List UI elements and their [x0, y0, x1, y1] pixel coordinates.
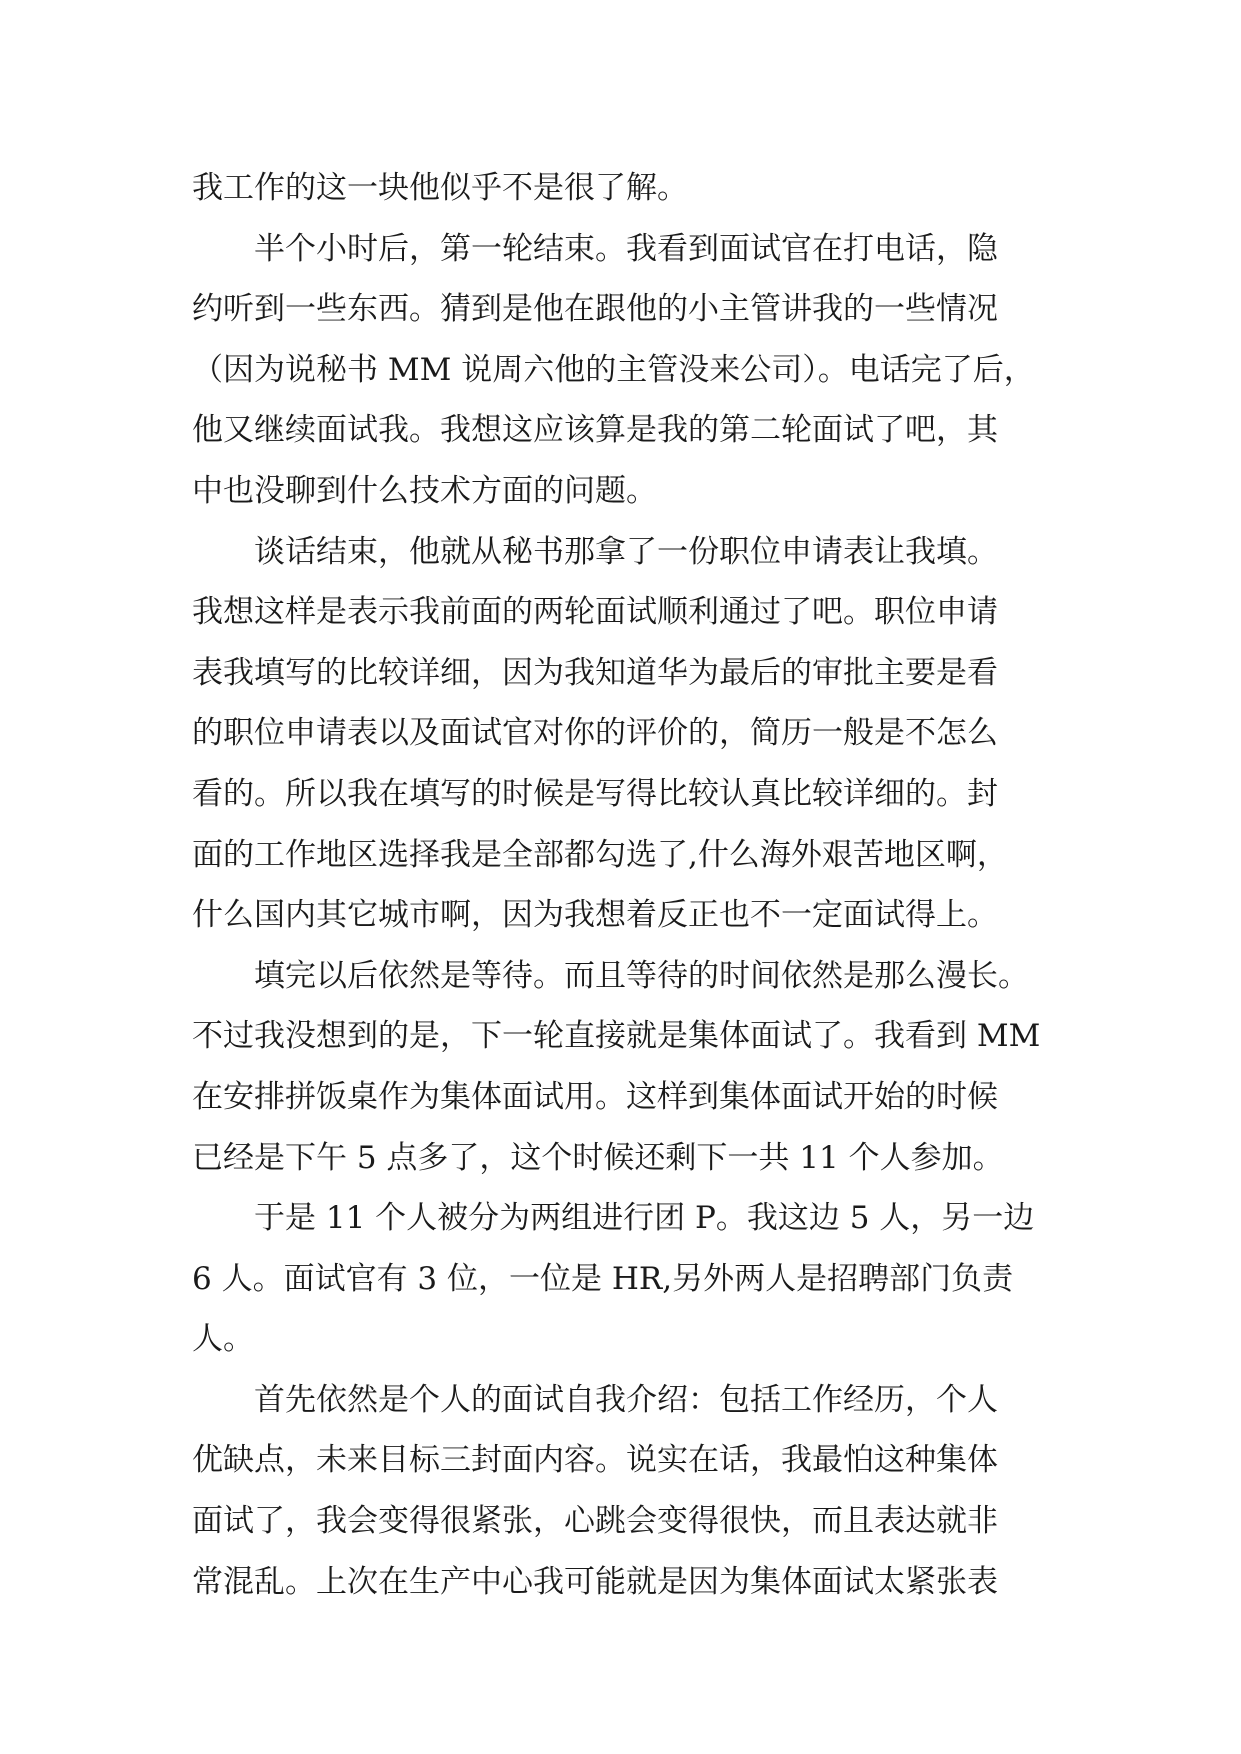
- text-line: 首先依然是个人的面试自我介绍：包括工作经历，个人: [254, 1381, 998, 1418]
- text-line: 中也没聊到什么技术方面的问题。: [192, 472, 657, 509]
- text-line: 6 人。面试官有 3 位，一位是 HR,另外两人是招聘部门负责: [192, 1260, 1014, 1297]
- text-line: 优缺点，未来目标三封面内容。说实在话，我最怕这种集体: [192, 1442, 998, 1479]
- paragraph-1: [192, 158, 1060, 219]
- text-line: 面试了，我会变得很紧张，心跳会变得很快，而且表达就非: [192, 1503, 998, 1540]
- text-line: 什么国内其它城市啊，因为我想着反正也不一定面试得上。: [192, 897, 998, 934]
- text-line: 半个小时后，第一轮结束。我看到面试官在打电话，隐: [254, 230, 998, 267]
- paragraph-2: [192, 219, 1060, 522]
- text-line: 看的。所以我在填写的时候是写得比较认真比较详细的。封: [192, 775, 998, 812]
- paragraph-3: [192, 522, 1060, 946]
- text-line: 谈话结束，他就从秘书那拿了一份职位申请表让我填。: [254, 533, 998, 570]
- text-line: 常混乱。上次在生产中心我可能就是因为集体面试太紧张表: [192, 1563, 998, 1600]
- text-line: 的职位申请表以及面试官对你的评价的，简历一般是不怎么: [192, 715, 998, 752]
- text-line: 不过我没想到的是，下一轮直接就是集体面试了。我看到 MM: [192, 1018, 1041, 1055]
- text-line: 于是 11 个人被分为两组进行团 P。我这边 5 人，另一边: [254, 1200, 1035, 1237]
- text-line: 他又继续面试我。我想这应该算是我的第二轮面试了吧，其: [192, 412, 998, 449]
- text-line: 填完以后依然是等待。而且等待的时间依然是那么漫长。: [254, 957, 1029, 994]
- text-line: 约听到一些东西。猜到是他在跟他的小主管讲我的一些情况: [192, 291, 998, 328]
- text-line: 人。: [192, 1321, 254, 1358]
- body-text: [192, 158, 1060, 1612]
- text-line: 已经是下午 5 点多了，这个时候还剩下一共 11 个人参加。: [192, 1139, 1004, 1176]
- text-line: 面的工作地区选择我是全部都勾选了,什么海外艰苦地区啊，: [192, 836, 1008, 873]
- text-line: 表我填写的比较详细，因为我知道华为最后的审批主要是看: [192, 654, 998, 691]
- text-line: （因为说秘书 MM 说周六他的主管没来公司）。电话完了后，: [192, 351, 1035, 388]
- text-line: 我工作的这一块他似乎不是很了解。: [192, 170, 688, 206]
- paragraph-6: [192, 1370, 1060, 1612]
- text-line: 在安排拼饭桌作为集体面试用。这样到集体面试开始的时候: [192, 1078, 998, 1115]
- paragraph-5: [192, 1188, 1060, 1370]
- text-line: 我想这样是表示我前面的两轮面试顺利通过了吧。职位申请: [192, 594, 998, 631]
- paragraph-4: [192, 946, 1060, 1188]
